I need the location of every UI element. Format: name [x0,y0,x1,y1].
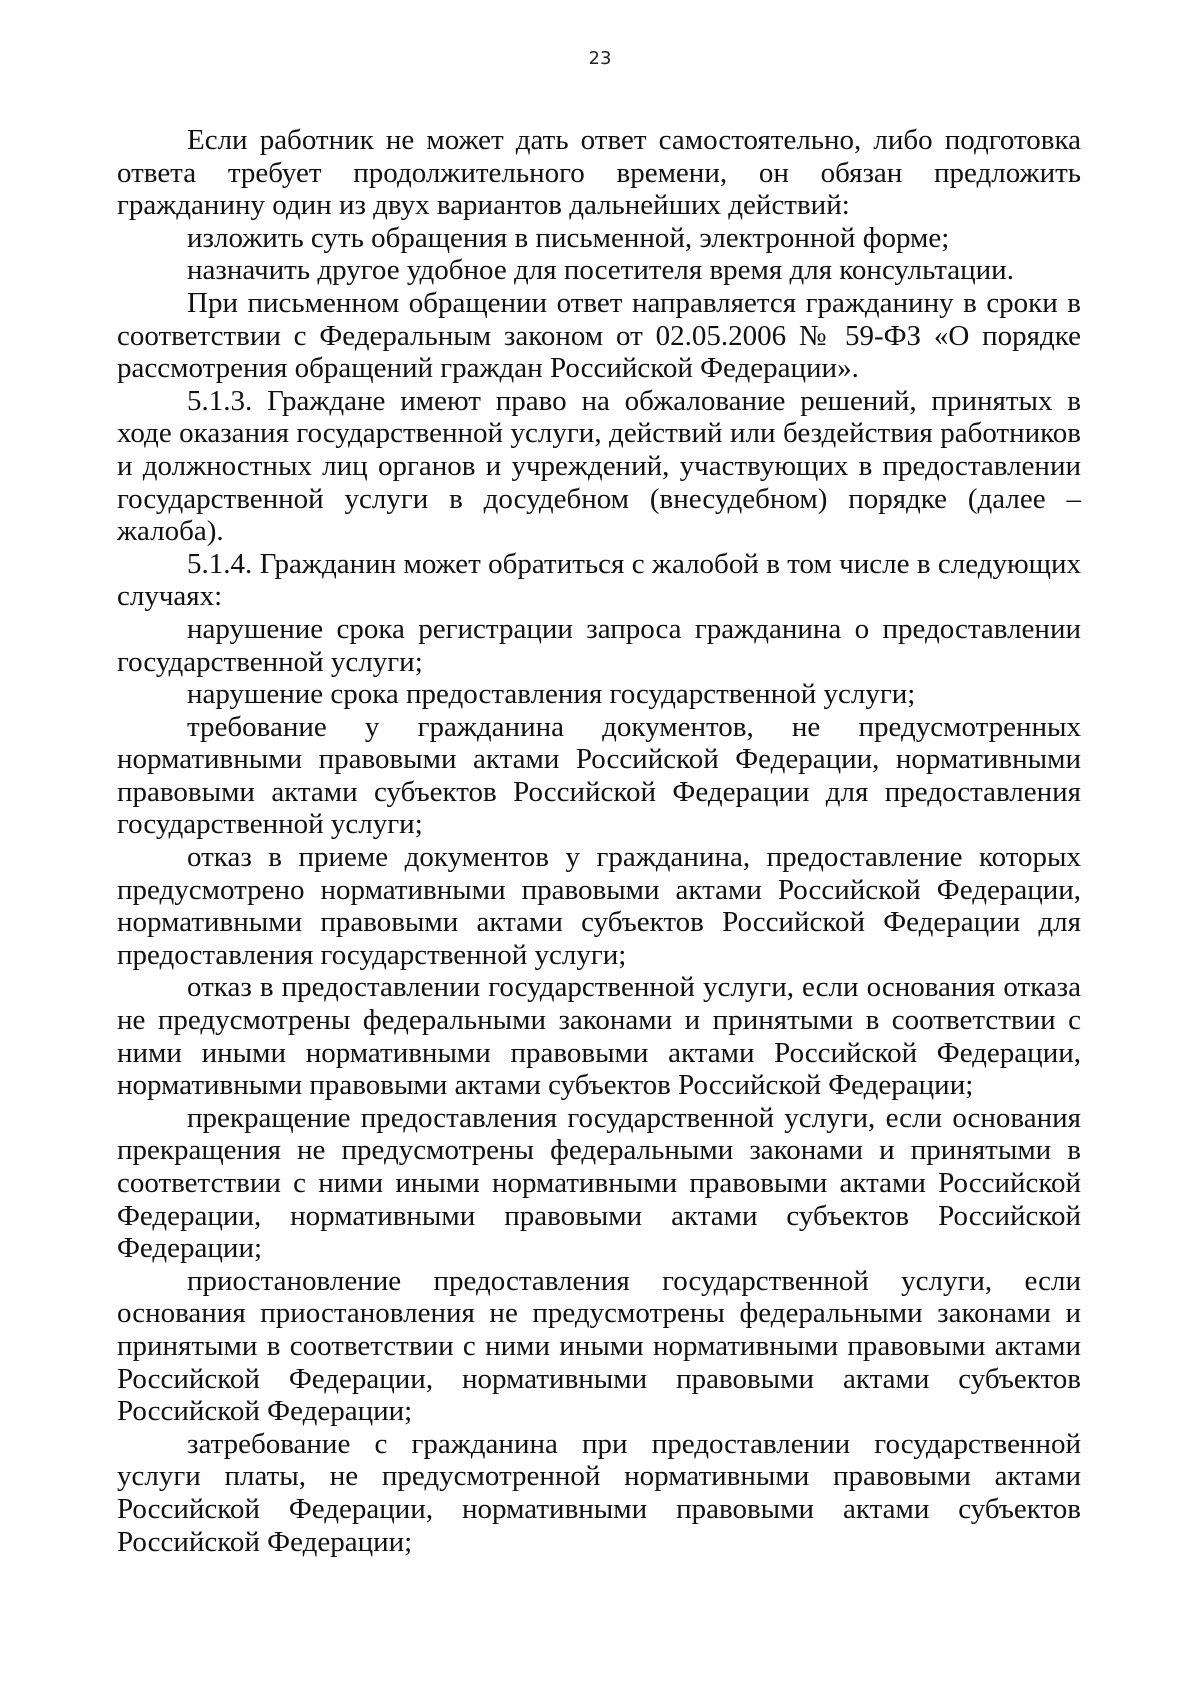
list-item-service-suspension: приостановление предоставления государственной услуги, если основания приостановления не предусмотрены федеральными законами и принятыми в соответствии с ними иными нормативными правовыми актами Российской Федерации, нормативными правовыми актами субъектов Российской Федерации; [117,1264,1081,1428]
page-number: 23 [588,48,612,69]
paragraph-consultation-options: Если работник не может дать ответ самостоятельно, либо подготовка ответа требует продолжительного времени, он обязан предложить гражданину один из двух вариантов дальнейших действий: [117,124,1081,222]
document-body [117,124,1081,1558]
list-item-deadline-violation: нарушение срока предоставления государственной услуги; [187,678,916,711]
paragraph-option-reschedule: назначить другое удобное для посетителя время для консультации. [187,254,1014,287]
list-item-fee-demand: затребование с гражданина при предоставлении государственной услуги платы, не предусмотренной нормативными правовыми актами Российской Федерации, нормативными правовыми актами субъектов Российской Федерации; [117,1427,1081,1558]
paragraph-5-1-4: 5.1.4. Гражданин может обратиться с жалобой в том числе в следующих случаях: [117,547,1081,613]
list-item-document-demand: требование у гражданина документов, не предусмотренных нормативными правовыми актами Российской Федерации, нормативными правовыми актами субъектов Российской Федерации для предоставления государственной услуги; [117,710,1081,841]
list-item-service-termination: прекращение предоставления государственной услуги, если основания прекращения не предусмотрены федеральными законами и принятыми в соответствии с ними иными нормативными правовыми актами Российской Федерации, нормативными правовыми актами субъектов Российской Федерации; [117,1101,1081,1265]
list-item-document-refusal: отказ в приеме документов у гражданина, предоставление которых предусмотрено нормативными правовыми актами Российской Федерации, нормативными правовыми актами субъектов Российской Федерации для предоставления государственной услуги; [117,841,1081,971]
paragraph-option-written: изложить суть обращения в письменной, электронной форме; [187,221,950,254]
list-item-registration-violation: нарушение срока регистрации запроса гражданина о предоставлении государственной услуги; [117,612,1081,678]
paragraph-5-1-3: 5.1.3. Граждане имеют право на обжалование решений, принятых в ходе оказания государственной услуги, действий или бездействия работников и должностных лиц органов и учреждений, участвующих в предоставлении государственной услуги в досудебном (внесудебном) порядке (далее – жалоба). [117,384,1081,548]
list-item-service-refusal: отказ в предоставлении государственной услуги, если основания отказа не предусмотрены федеральными законами и принятыми в соответствии с ними иными нормативными правовыми актами Российской Федерации, нормативными правовыми актами субъектов Российской Федерации; [117,971,1081,1102]
paragraph-written-response: При письменном обращении ответ направляется гражданину в сроки в соответствии с Федеральным законом от 02.05.2006 № 59-ФЗ «О порядке рассмотрения обращений граждан Российской Федерации». [117,286,1081,385]
